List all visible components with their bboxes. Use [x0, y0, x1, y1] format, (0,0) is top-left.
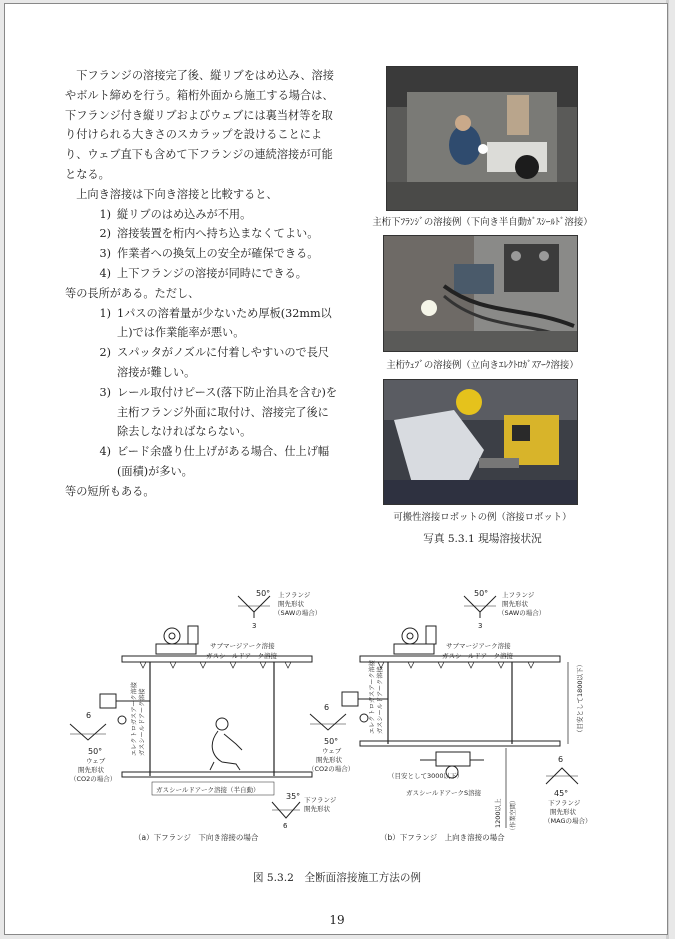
top-label1-b: 上フランジ: [502, 591, 535, 599]
span-label-b: （目安として3000以下）: [388, 772, 464, 780]
gas-label-b: ガスシールドアーク溶接: [442, 652, 513, 660]
list-number: 4): [99, 266, 111, 280]
list-number: 2): [99, 227, 111, 241]
photo-caption-3: 可搬性溶接ロボットの例（溶接ロボット）: [393, 512, 572, 523]
list-number: 2): [99, 346, 111, 360]
paragraph-2: 上向き溶接は下向き溶接と比較すると、: [76, 187, 278, 201]
paragraph-1: 下フランジの溶接完了後、縦リブをはめ込み、溶接やボルト締めを行う。箱桁外面から施工する場合は、下フランジ付き縦リブおよびウェブには裏当材等を取り付けられる大きさのスカラップを設けることにより、ウェブ直下も含めて下フランジの連続溶接が可能となる。: [65, 69, 334, 181]
right-label1-b: 下フランジ: [548, 799, 581, 807]
list-item: [65, 224, 340, 244]
list-text: 上下フランジの溶接が同時にできる。: [117, 266, 307, 280]
bottom-label1-a: 下フランジ: [304, 796, 337, 804]
photo-web-welding: [383, 235, 578, 352]
saw-label-a: サブマージアーク溶接: [210, 642, 275, 650]
right-num-b: 6: [558, 755, 564, 764]
left-angle-a: 50°: [88, 747, 103, 756]
merits-end: 等の長所がある。ただし、: [65, 286, 200, 300]
list-number: 3): [99, 247, 111, 261]
list-text: スパッタがノズルに付着しやすいので長尺溶接が難しい。: [117, 346, 330, 379]
left-groove-a: [70, 724, 106, 740]
page-number: 19: [329, 913, 345, 927]
list-item: [65, 264, 340, 284]
list-item: [65, 244, 340, 264]
left-num-b: 6: [324, 703, 330, 712]
bottom-angle-a: 35°: [286, 792, 301, 801]
demerits-end: 等の短所もある。: [65, 484, 155, 498]
top-num-a: 3: [252, 622, 257, 630]
photo-flange-welding: [386, 66, 578, 211]
top-groove-b: [464, 596, 496, 612]
top-label2-b: 開先形状: [502, 600, 528, 608]
photo-title: 写真 5.3.1 現場溶接状況: [423, 533, 542, 545]
list-item: [65, 304, 340, 344]
height-label-b: （目安として1800以下）: [576, 660, 584, 736]
left-angle-b: 50°: [324, 737, 339, 746]
diagram-b: [308, 589, 591, 842]
left-groove-b: [310, 714, 346, 730]
welding-diagram: [60, 584, 620, 849]
left-label1-b: ウェブ: [322, 747, 342, 755]
list-number: 1): [99, 306, 111, 320]
clearance-sub-b: （作業空間）: [510, 796, 517, 834]
gas-label-a: ガスシールドアーク溶接: [206, 652, 277, 660]
electro-label2-a: ガスシールドアーク溶接: [139, 688, 146, 756]
right-angle-b: 45°: [554, 789, 569, 798]
demerits-list: [65, 304, 340, 482]
top-label3-b: （SAWの場合）: [498, 609, 546, 617]
diagram-a-title: （a）下フランジ 下向き溶接の場合: [134, 833, 259, 842]
list-item: [65, 205, 340, 225]
top-groove-a: [238, 596, 270, 612]
document-page: [4, 3, 668, 935]
merits-list: [65, 205, 340, 284]
left-label3-a: （CO2の場合）: [70, 775, 117, 783]
worker-figure: [210, 718, 242, 770]
list-number: 1): [99, 207, 111, 221]
electro-label1-a: エレクトロガスアーク溶接: [131, 682, 138, 756]
top-num-b: 3: [478, 622, 483, 630]
photo-welding-robot: [383, 379, 578, 505]
clearance-b: 1200以上: [494, 798, 502, 828]
list-text: レール取付けピース(落下防止治具を含む)を主桁フランジ外面に取付け、溶接完了後に除去しなければならない。: [117, 385, 338, 439]
body-text: [65, 66, 340, 502]
left-label2-a: 開先形状: [78, 766, 104, 774]
top-label1-a: 上フランジ: [278, 591, 311, 599]
list-item: [65, 383, 340, 442]
top-angle-a: 50°: [256, 589, 271, 598]
list-item: [65, 343, 340, 383]
electro-label1-b: エレクトロガスアーク溶接: [369, 660, 376, 734]
list-text: 1パスの溶着量が少ないため厚板(32mm以上)では作業能率が悪い。: [117, 306, 332, 340]
bottom-weld-a: ガスシールドアーク溶接（半自動）: [156, 786, 260, 794]
list-text: 溶接装置を桁内へ持ち込まなくてよい。: [117, 227, 319, 241]
top-angle-b: 50°: [474, 589, 489, 598]
electro-label2-b: ガスシールドアーク溶接: [377, 666, 384, 734]
saw-label-b: サブマージアーク溶接: [446, 642, 511, 650]
diagram-a: [70, 589, 337, 842]
bottom-num-a: 6: [283, 822, 288, 830]
bottom-label2-a: 開先形状: [304, 805, 330, 813]
figure-caption: 図 5.3.2 全断面溶接施工方法の例: [252, 872, 422, 884]
list-text: 作業者への換気上の安全が確保できる。: [117, 247, 319, 261]
left-label2-b: 開先形状: [316, 756, 342, 764]
list-text: 縦リブのはめ込みが不用。: [117, 207, 252, 221]
left-num-a: 6: [86, 711, 92, 720]
bottom-weld-b: ガスシールドアークS溶接: [406, 789, 482, 797]
bottom-flange-b: [360, 741, 560, 746]
left-label1-a: ウェブ: [86, 757, 106, 765]
right-label3-b: （MAGの場合）: [544, 817, 592, 825]
photo-caption-2: 主桁ｳｪﾌﾞの溶接例（立向きｴﾚｸﾄﾛｶﾞｽｱｰｸ溶接）: [386, 360, 579, 371]
right-label2-b: 開先形状: [550, 808, 576, 816]
saw-machine-b: [394, 626, 436, 654]
diagram-b-title: （b）下フランジ 上向き溶接の場合: [380, 833, 505, 842]
left-label3-b: （CO2の場合）: [308, 765, 355, 773]
top-label2-a: 開先形状: [278, 600, 304, 608]
saw-machine-a: [156, 626, 198, 654]
list-text: ビード余盛り仕上げがある場合、仕上げ幅(面積)が多い。: [117, 445, 330, 478]
list-number: 3): [99, 385, 111, 399]
list-number: 4): [99, 445, 111, 459]
top-label3-a: （SAWの場合）: [274, 609, 322, 617]
photo-caption-1: 主桁下ﾌﾗﾝｼﾞの溶接例（下向き半自動ｶﾞｽｼｰﾙﾄﾞ溶接）: [372, 217, 593, 228]
list-item: [65, 442, 340, 482]
